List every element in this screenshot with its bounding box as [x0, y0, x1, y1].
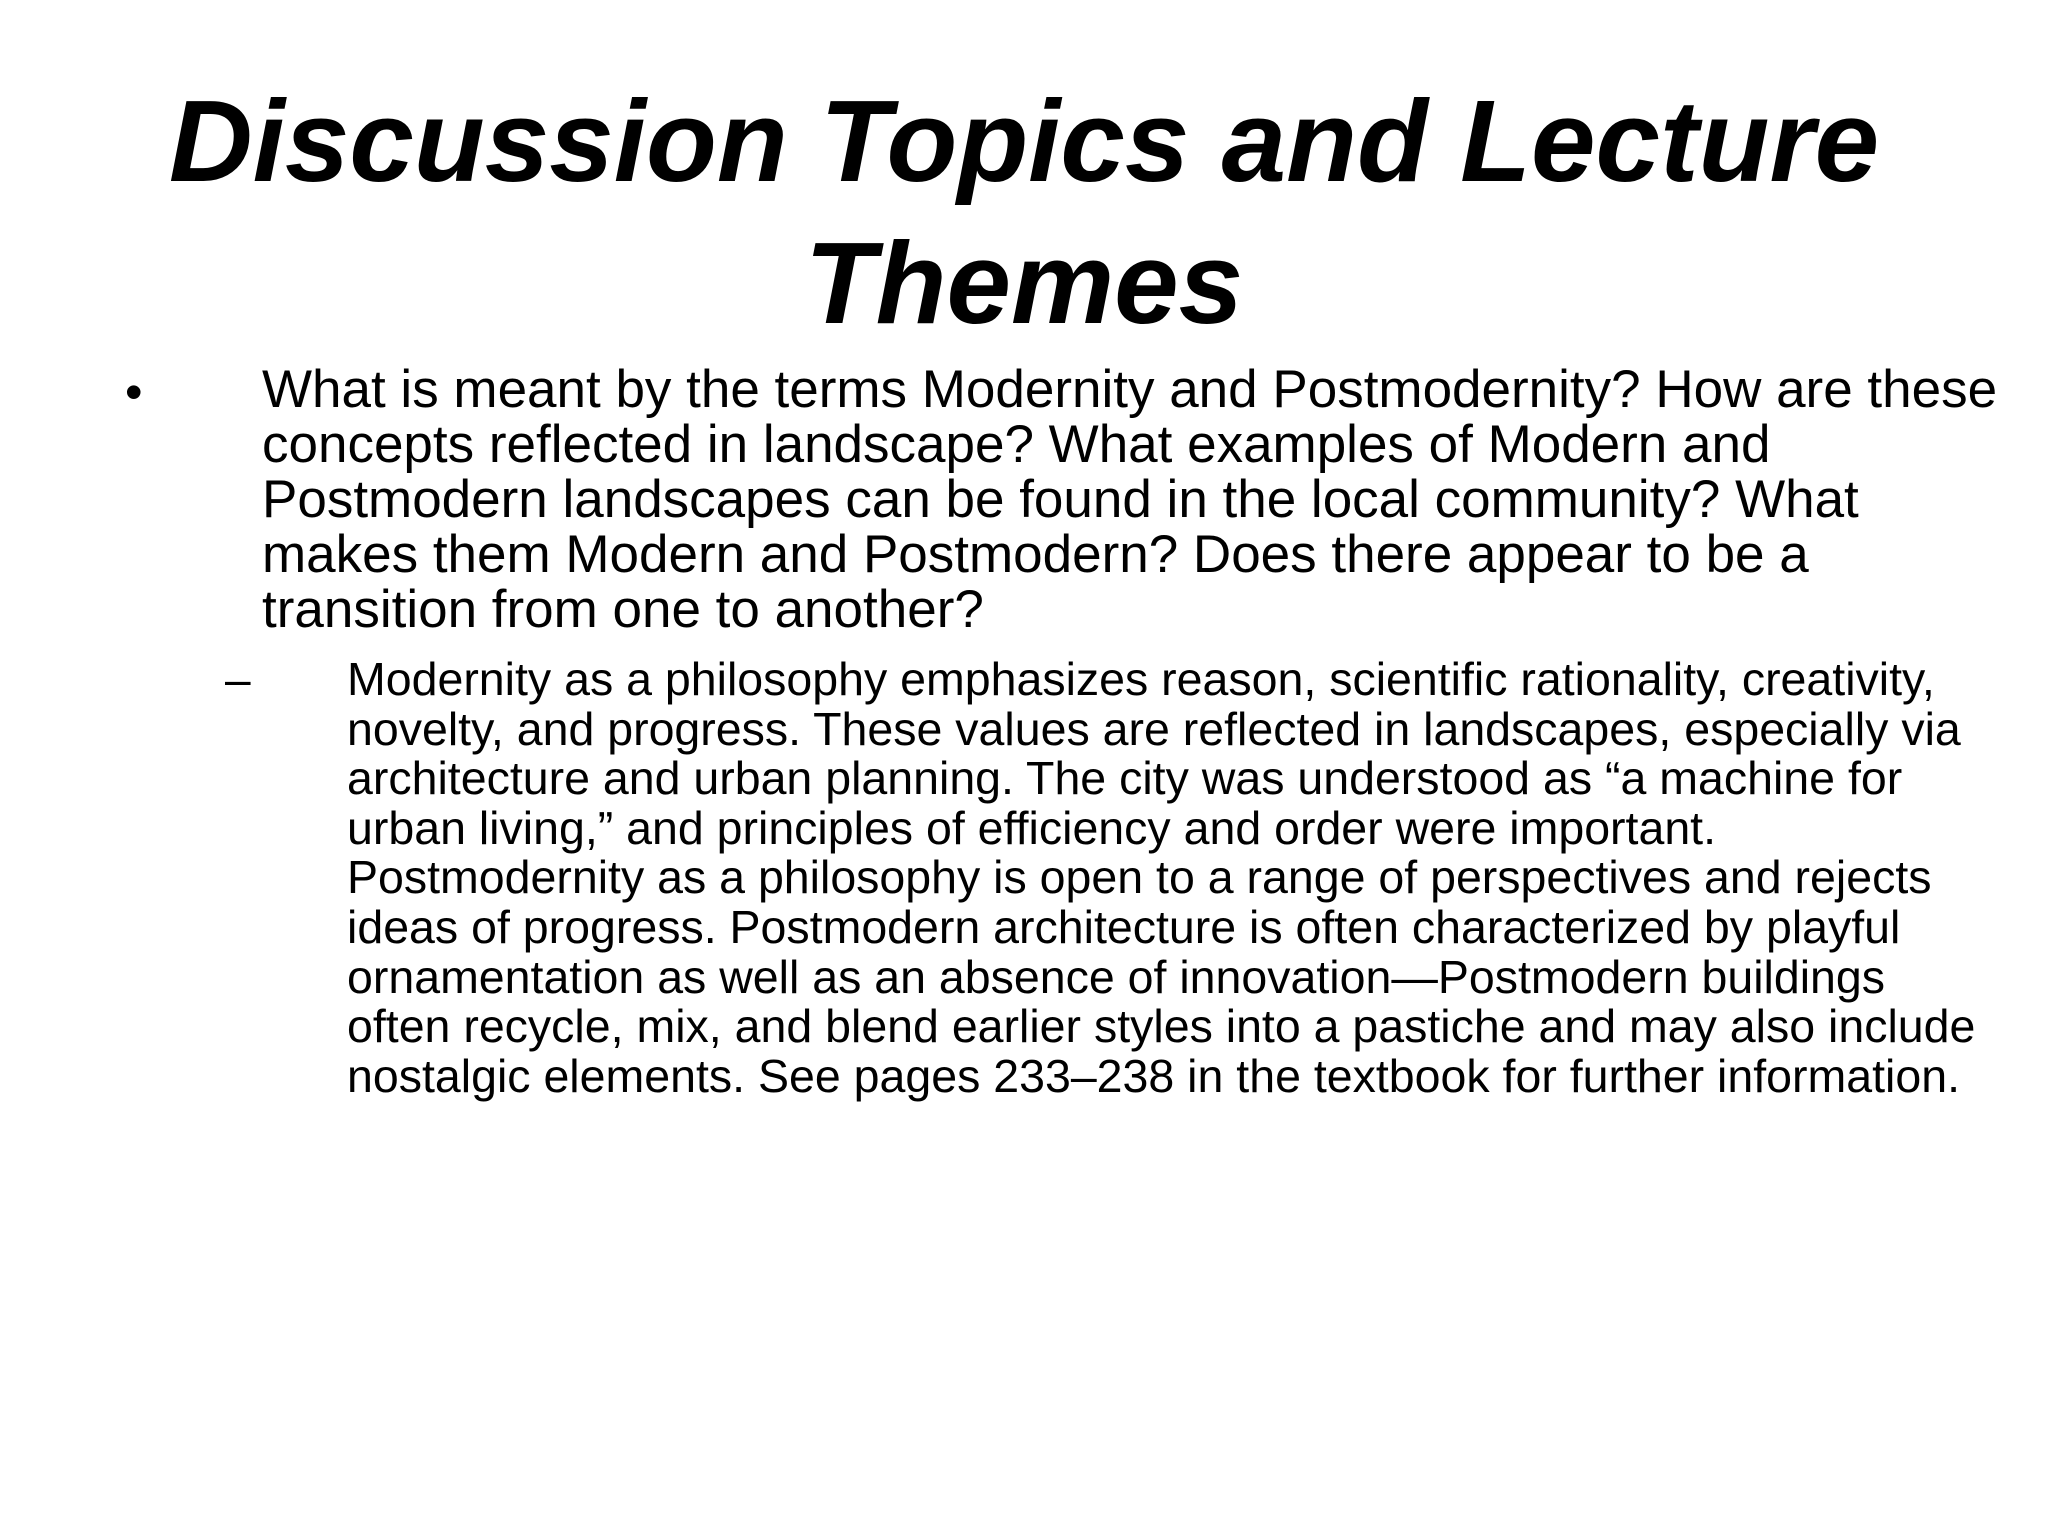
slide-title: Discussion Topics and Lecture Themes — [168, 76, 1880, 348]
sub-bullet-marker: – — [225, 653, 251, 705]
bullet-text: What is meant by the terms Modernity and Postmodernity? How are these concepts reflected in landscape? What examples of Modern and Postmodern landscapes can be found in the local community? What makes them Modern and Postmodern? Does there appear to be a transition from one to another? — [262, 360, 1998, 639]
sub-bullet-text: Modernity as a philosophy emphasizes reason, scientific rationality, creativity, novelty, and progress. These values are reflected in landscapes, especially via architecture and urban planning. The city was understood as “a machine for urban living,” and principles of efficiency and order were important. Postmodernity as a philosophy is open to a range of perspectives and rejects ideas of progress. Postmodern architecture is often characterized by playful ornamentation as well as an absence of innovation—Postmodern buildings often recycle, mix, and blend earlier styles into a pastiche and may also include nostalgic elements. See pages 233–238 in the textbook for further information. — [347, 653, 1976, 1102]
bullet-marker: • — [125, 364, 143, 420]
